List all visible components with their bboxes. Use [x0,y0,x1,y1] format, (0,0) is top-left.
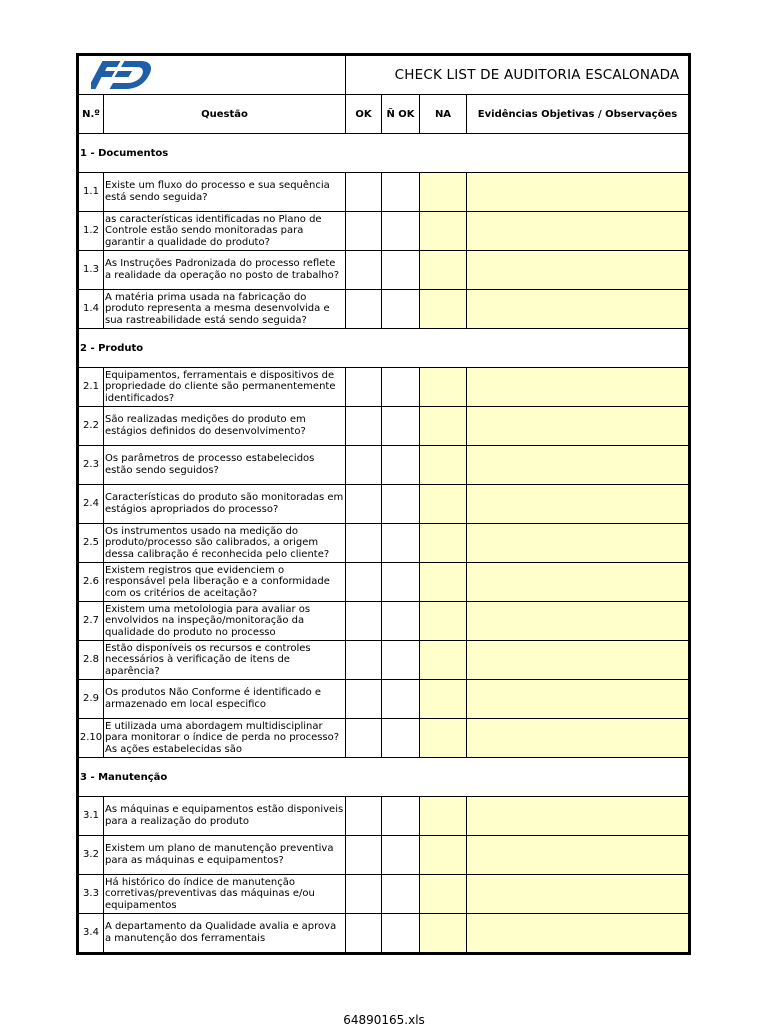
question-text: Equipamentos, ferramentais e dispositivos de propriedade do cliente são permanentemente identificados? [105,369,336,404]
evidence-cell[interactable] [467,641,690,680]
nok-cell[interactable] [382,446,420,485]
na-cell[interactable] [420,680,467,719]
header-num: N.º [78,95,104,134]
checklist-row [78,485,690,524]
item-number: 2.2 [78,407,104,446]
na-cell[interactable] [420,251,467,290]
question-text: A departamento da Qualidade avalia e aprova a manutenção dos ferramentais [105,921,337,944]
na-cell[interactable] [420,368,467,407]
question-cell [104,446,346,485]
ok-cell[interactable] [346,836,382,875]
question-cell [104,680,346,719]
evidence-cell[interactable] [467,680,690,719]
header-question: Questão [104,95,346,134]
checklist-row [78,641,690,680]
question-cell [104,407,346,446]
evidence-cell[interactable] [467,875,690,914]
question-cell [104,797,346,836]
item-number: 3.2 [78,836,104,875]
ok-cell[interactable] [346,602,382,641]
question-cell [104,173,346,212]
nok-cell[interactable] [382,290,420,329]
na-cell[interactable] [420,641,467,680]
evidence-cell[interactable] [467,797,690,836]
evidence-cell[interactable] [467,251,690,290]
section-title: 3 - Manutenção [78,758,690,797]
checklist-row [78,446,690,485]
header-na: NA [420,95,467,134]
nok-cell[interactable] [382,797,420,836]
question-text: A matéria prima usada na fabricação do produto representa a mesma desenvolvida e sua rastreabilidade está sendo seguida? [105,291,330,326]
checklist-row [78,563,690,602]
question-cell [104,602,346,641]
item-number: 2.3 [78,446,104,485]
nok-cell[interactable] [382,212,420,251]
checklist-row [78,368,690,407]
ok-cell[interactable] [346,524,382,563]
checklist-row [78,212,690,251]
section-title: 1 - Documentos [78,134,690,173]
na-cell[interactable] [420,875,467,914]
question-text: Existem uma metolologia para avaliar os envolvidos na inspeção/monitoração da qualidade do produto no processo [105,603,311,638]
ok-cell[interactable] [346,485,382,524]
nok-cell[interactable] [382,407,420,446]
checklist-table [76,53,691,955]
nok-cell[interactable] [382,602,420,641]
section-title: 2 - Produto [78,329,690,368]
checklist-row [78,680,690,719]
ok-cell[interactable] [346,563,382,602]
checklist-row [78,797,690,836]
checklist-row [78,173,690,212]
evidence-cell[interactable] [467,173,690,212]
section-row [78,134,690,173]
header-evidence: Evidências Objetivas / Observações [467,95,690,134]
item-number: 2.9 [78,680,104,719]
na-cell[interactable] [420,914,467,954]
question-text: As máquinas e equipamentos estão disponiveis para a realização do produto [105,804,344,827]
item-number: 2.7 [78,602,104,641]
question-cell [104,875,346,914]
nok-cell[interactable] [382,914,420,954]
na-cell[interactable] [420,290,467,329]
question-cell [104,212,346,251]
na-cell[interactable] [420,524,467,563]
nok-cell[interactable] [382,836,420,875]
nok-cell[interactable] [382,485,420,524]
evidence-cell[interactable] [467,524,690,563]
page-title: CHECK LIST DE AUDITORIA ESCALONADA [346,55,690,95]
question-cell [104,524,346,563]
item-number: 2.5 [78,524,104,563]
item-number: 1.2 [78,212,104,251]
question-cell [104,290,346,329]
checklist-row [78,875,690,914]
question-text: Existe um fluxo do processo e sua sequência está sendo seguida? [105,180,330,203]
ok-cell[interactable] [346,875,382,914]
nok-cell[interactable] [382,680,420,719]
section-row [78,758,690,797]
evidence-cell[interactable] [467,836,690,875]
na-cell[interactable] [420,602,467,641]
ok-cell[interactable] [346,797,382,836]
question-text: As Instruções Padronizada do processo reflete a realidade da operação no posto de trabalho? [105,258,340,281]
nok-cell[interactable] [382,875,420,914]
ok-cell[interactable] [346,914,382,954]
na-cell[interactable] [420,485,467,524]
header-ok: OK [346,95,382,134]
evidence-cell[interactable] [467,368,690,407]
item-number: 1.1 [78,173,104,212]
question-text: Características do produto são monitoradas em estágios apropriados do processo? [105,492,344,515]
question-cell [104,368,346,407]
ok-cell[interactable] [346,251,382,290]
na-cell[interactable] [420,407,467,446]
ok-cell[interactable] [346,173,382,212]
evidence-cell[interactable] [467,563,690,602]
checklist-row [78,836,690,875]
na-cell[interactable] [420,836,467,875]
item-number: 3.4 [78,914,104,954]
ok-cell[interactable] [346,641,382,680]
nok-cell[interactable] [382,641,420,680]
evidence-cell[interactable] [467,212,690,251]
ok-cell[interactable] [346,407,382,446]
na-cell[interactable] [420,173,467,212]
question-cell [104,719,346,758]
item-number: 2.10 [78,719,104,758]
ok-cell[interactable] [346,719,382,758]
ok-cell[interactable] [346,446,382,485]
question-cell [104,251,346,290]
question-text: São realizadas medições do produto em estágios definidos do desenvolvimento? [105,414,306,437]
item-number: 1.4 [78,290,104,329]
item-number: 1.3 [78,251,104,290]
checklist-row [78,407,690,446]
nok-cell[interactable] [382,368,420,407]
nok-cell[interactable] [382,173,420,212]
ok-cell[interactable] [346,680,382,719]
evidence-cell[interactable] [467,914,690,954]
header-row [78,95,690,134]
na-cell[interactable] [420,563,467,602]
question-text: Estão disponíveis os recursos e controles necessários à verificação de itens de aparência? [105,642,311,677]
checklist-row [78,602,690,641]
na-cell[interactable] [420,719,467,758]
ok-cell[interactable] [346,290,382,329]
checklist-row [78,719,690,758]
question-cell [104,914,346,954]
title-row [78,55,690,95]
question-cell [104,563,346,602]
evidence-cell[interactable] [467,446,690,485]
evidence-cell[interactable] [467,407,690,446]
checklist-row [78,914,690,954]
checklist-row [78,290,690,329]
nok-cell[interactable] [382,524,420,563]
checklist-row [78,524,690,563]
evidence-cell[interactable] [467,485,690,524]
item-number: 2.6 [78,563,104,602]
fd-logo-icon [91,59,155,91]
question-text: as características identificadas no Plano de Controle estão sendo monitoradas para garantir a qualidade do produto? [105,213,322,248]
question-text: Os instrumentos usado na medição do produto/processo são calibrados, a origem dessa calibração é reconhecida pelo cliente? [105,525,330,560]
question-text: É utilizada uma abordagem multidisciplinar para monitorar o índice de perda no processo? As ações estabelecidas são [105,720,340,755]
question-text: Há histórico do índice de manutenção corretivas/preventivas das máquinas e/ou equipamentos [105,876,315,911]
header-nok: Ñ OK [382,95,420,134]
item-number: 2.4 [78,485,104,524]
na-cell[interactable] [420,212,467,251]
question-cell [104,836,346,875]
question-text: Existem um plano de manutenção preventiva para as máquinas e equipamentos? [105,843,334,866]
nok-cell[interactable] [382,563,420,602]
ok-cell[interactable] [346,212,382,251]
question-text: Existem registros que evidenciem o responsável pela liberação e a conformidade com os critérios de aceitação? [105,564,330,599]
evidence-cell[interactable] [467,602,690,641]
question-text: Os produtos Não Conforme é identificado e armazenado em local especifico [105,687,322,710]
checklist-row [78,251,690,290]
ok-cell[interactable] [346,368,382,407]
item-number: 3.1 [78,797,104,836]
section-row [78,329,690,368]
nok-cell[interactable] [382,719,420,758]
nok-cell[interactable] [382,251,420,290]
file-name-footer: 64890165.xls [343,1013,425,1027]
evidence-cell[interactable] [467,290,690,329]
evidence-cell[interactable] [467,719,690,758]
na-cell[interactable] [420,797,467,836]
logo-cell [78,55,346,95]
na-cell[interactable] [420,446,467,485]
question-text: Os parâmetros de processo estabelecidos estão sendo seguidos? [105,453,315,476]
item-number: 3.3 [78,875,104,914]
item-number: 2.1 [78,368,104,407]
item-number: 2.8 [78,641,104,680]
question-cell [104,485,346,524]
question-cell [104,641,346,680]
